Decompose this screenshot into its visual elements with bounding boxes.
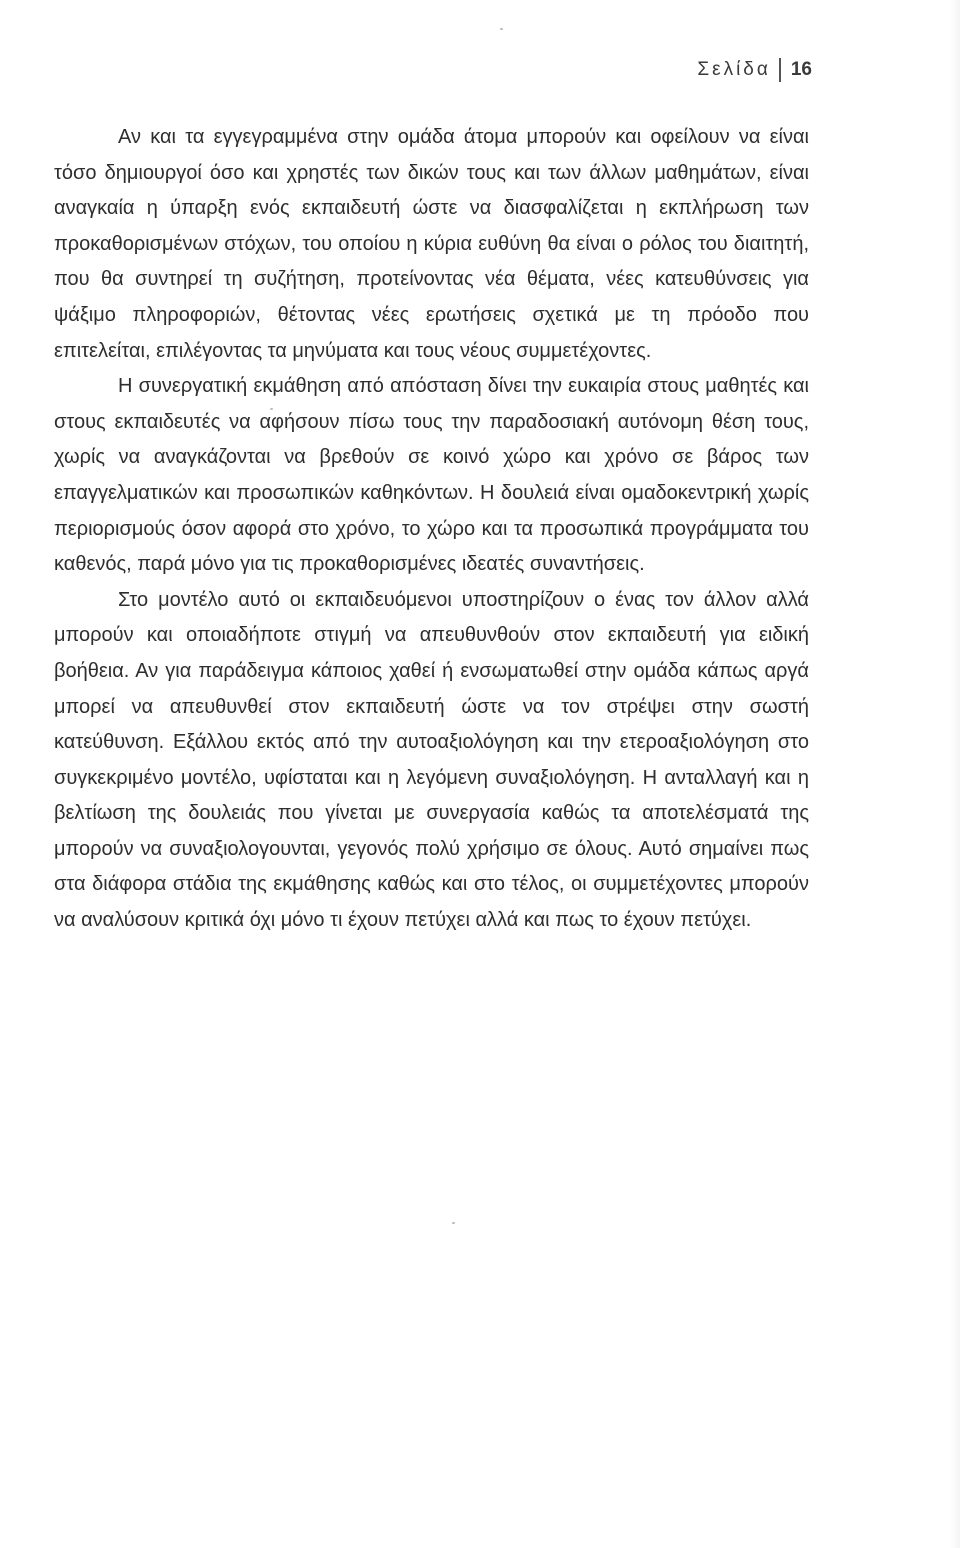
page-label: Σελίδα (697, 59, 771, 80)
paragraph-2: Η συνεργατική εκμάθηση από απόσταση δίνει την ευκαιρία στους μαθητές και στους εκπαιδευτές να αφήσουν πίσω τους την παραδοσιακή αυτόνομη θέση τους, χωρίς να αναγκάζονται να βρεθούν σε κοινό χώρο και χρόνο σε βάρος των επαγγελματικών και προσωπικών καθηκόντων. Η δουλειά είναι ομαδοκεντρική χωρίς περιορισμούς όσον αφορά στο χρόνο, το χώρο και τα προσωπικά προγράμματα του καθενός, παρά μόνο για τις προκαθορισμένες ιδεατές συναντήσεις. (54, 375, 809, 576)
scan-speck (452, 1222, 455, 1224)
page-number: 16 (790, 59, 812, 80)
page-edge-shadow (950, 0, 960, 1548)
body-text (54, 120, 809, 939)
page-header (697, 58, 812, 82)
paragraph-3: Στο μοντέλο αυτό οι εκπαιδευόμενοι υποστηρίζουν ο ένας τον άλλον αλλά μπορούν και οποιαδήποτε στιγμή να απευθυνθούν στον εκπαιδευτή για ειδική βοήθεια. Αν για παράδειγμα κάποιος χαθεί ή ενσωματωθεί στην ομάδα κάπως αργά μπορεί να απευθυνθεί στον εκπαιδευτή ώστε να τον στρέψει στην σωστή κατεύθυνση. Εξάλλου εκτός από την αυτοαξιολόγηση και την ετεροαξιολόγηση στο συγκεκριμένο μοντέλο, υφίσταται και η λεγόμενη συναξιολόγηση. Η ανταλλαγή και η βελτίωση της δουλειάς που γίνεται με συνεργασία καθώς τα αποτελέσματά της μπορούν να συναξιολογουνται, γεγονός πολύ χρήσιμο σε όλους. Αυτό σημαίνει πως στα διάφορα στάδια της εκμάθησης καθώς και στο τέλος, οι συμμετέχοντες μπορούν να αναλύσουν κριτικά όχι μόνο τι έχουν πετύχει αλλά και πως το έχουν πετύχει. (54, 588, 809, 932)
paragraph-1: Αν και τα εγγεγραμμένα στην ομάδα άτομα μπορούν και οφείλουν να είναι τόσο δημιουργοί όσο και χρηστές των δικών τους και των άλλων μαθημάτων, είναι αναγκαία η ύπαρξη ενός εκπαιδευτή ώστε να διασφαλίζεται η εκπλήρωση των προκαθορισμένων στόχων, του οποίου η κύρια ευθύνη θα είναι ο ρόλος του διαιτητή, που θα συντηρεί τη συζήτηση, προτείνοντας νέα θέματα, νέες κατευθύνσεις για ψάξιμο πληροφοριών, θέτοντας νέες ερωτήσεις σχετικά με τη πρόοδο που επιτελείται, επιλέγοντας τα μηνύματα και τους νέους συμμετέχοντες. (54, 126, 809, 362)
scan-speck (270, 408, 273, 410)
header-divider (779, 58, 781, 82)
scan-speck (500, 28, 503, 30)
